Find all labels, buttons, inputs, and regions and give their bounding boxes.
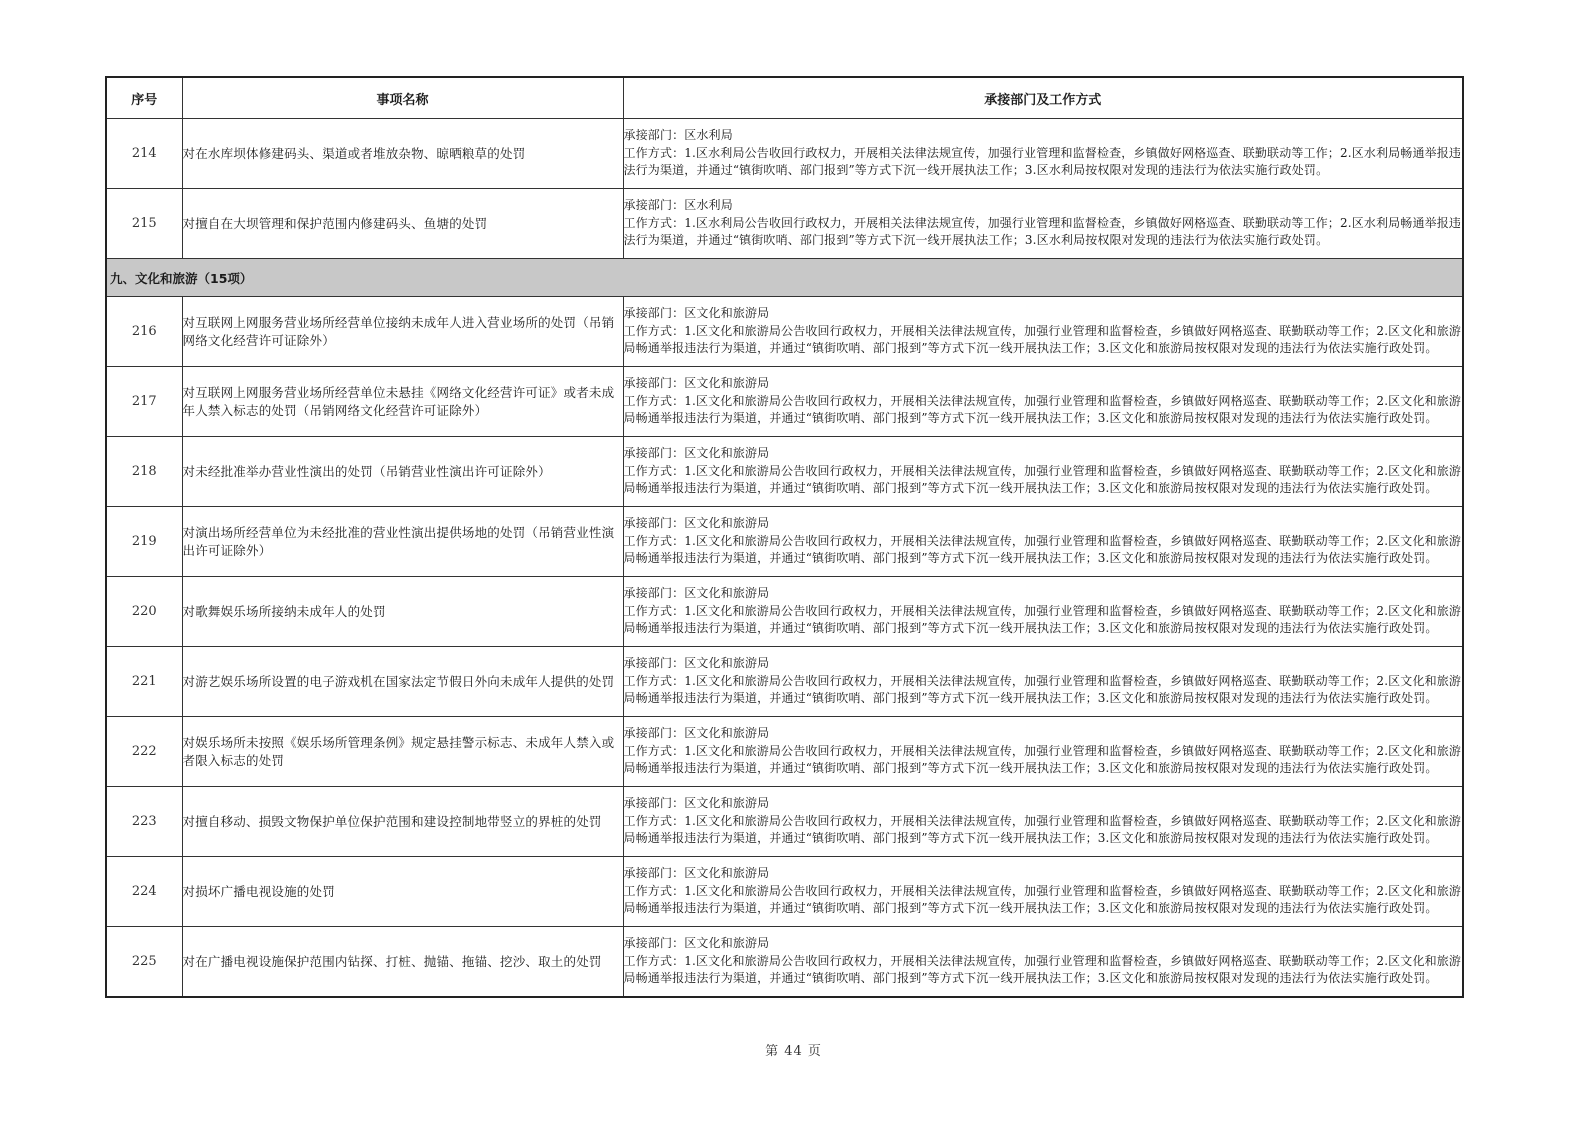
row-department: 承接部门：区文化和旅游局 (623, 446, 770, 461)
row-department: 承接部门：区文化和旅游局 (623, 936, 770, 951)
row-matter-name: 对互联网上网服务营业场所经营单位接纳未成年人进入营业场所的处罚（吊销网络文化经营许可证除外） (182, 297, 623, 367)
table-row (106, 857, 1463, 927)
row-department-method (623, 577, 1463, 647)
row-department: 承接部门：区文化和旅游局 (623, 726, 770, 741)
row-work-method: 工作方式：1.区文化和旅游局公告收回行政权力，开展相关法律法规宣传，加强行业管理和监督检查，乡镇做好网格巡查、联勤联动等工作；2.区文化和旅游局畅通举报违法行为渠道，并通过“镇街吹哨、部门报到”等方式下沉一线开展执法工作；3.区文化和旅游局按权限对发现的违法行为依法实施行政处罚。 (623, 603, 1462, 636)
row-work-method: 工作方式：1.区文化和旅游局公告收回行政权力，开展相关法律法规宣传，加强行业管理和监督检查，乡镇做好网格巡查、联勤联动等工作；2.区文化和旅游局畅通举报违法行为渠道，并通过“镇街吹哨、部门报到”等方式下沉一线开展执法工作；3.区文化和旅游局按权限对发现的违法行为依法实施行政处罚。 (623, 463, 1462, 496)
row-department-method (623, 927, 1463, 998)
row-work-method: 工作方式：1.区文化和旅游局公告收回行政权力，开展相关法律法规宣传，加强行业管理和监督检查，乡镇做好网格巡查、联勤联动等工作；2.区文化和旅游局畅通举报违法行为渠道，并通过“镇街吹哨、部门报到”等方式下沉一线开展执法工作；3.区文化和旅游局按权限对发现的违法行为依法实施行政处罚。 (623, 953, 1462, 986)
table-row (106, 647, 1463, 717)
row-work-method: 工作方式：1.区文化和旅游局公告收回行政权力，开展相关法律法规宣传，加强行业管理和监督检查，乡镇做好网格巡查、联勤联动等工作；2.区文化和旅游局畅通举报违法行为渠道，并通过“镇街吹哨、部门报到”等方式下沉一线开展执法工作；3.区文化和旅游局按权限对发现的违法行为依法实施行政处罚。 (623, 393, 1462, 426)
table-row (106, 927, 1463, 998)
row-department-method (623, 647, 1463, 717)
table-row (106, 577, 1463, 647)
row-matter-name: 对游艺娱乐场所设置的电子游戏机在国家法定节假日外向未成年人提供的处罚 (182, 647, 623, 717)
row-department-method (623, 297, 1463, 367)
row-department: 承接部门：区文化和旅游局 (623, 866, 770, 881)
header-department-method: 承接部门及工作方式 (623, 77, 1463, 119)
row-work-method: 工作方式：1.区文化和旅游局公告收回行政权力，开展相关法律法规宣传，加强行业管理和监督检查，乡镇做好网格巡查、联勤联动等工作；2.区文化和旅游局畅通举报违法行为渠道，并通过“镇街吹哨、部门报到”等方式下沉一线开展执法工作；3.区文化和旅游局按权限对发现的违法行为依法实施行政处罚。 (623, 323, 1462, 356)
row-matter-name: 对在广播电视设施保护范围内钻探、打桩、抛锚、拖锚、挖沙、取土的处罚 (182, 927, 623, 998)
header-matter-name: 事项名称 (182, 77, 623, 119)
row-department-method (623, 857, 1463, 927)
row-department-method (623, 367, 1463, 437)
row-matter-name: 对演出场所经营单位为未经批准的营业性演出提供场地的处罚（吊销营业性演出许可证除外） (182, 507, 623, 577)
row-matter-name: 对互联网上网服务营业场所经营单位未悬挂《网络文化经营许可证》或者未成年人禁入标志的处罚（吊销网络文化经营许可证除外） (182, 367, 623, 437)
row-serial-number: 220 (106, 577, 182, 647)
row-serial-number: 215 (106, 189, 182, 259)
table-row (106, 367, 1463, 437)
header-serial-number: 序号 (106, 77, 182, 119)
row-department-method (623, 119, 1463, 189)
row-department-method (623, 189, 1463, 259)
table-row (106, 119, 1463, 189)
row-matter-name: 对歌舞娱乐场所接纳未成年人的处罚 (182, 577, 623, 647)
row-work-method: 工作方式：1.区文化和旅游局公告收回行政权力，开展相关法律法规宣传，加强行业管理和监督检查，乡镇做好网格巡查、联勤联动等工作；2.区文化和旅游局畅通举报违法行为渠道，并通过“镇街吹哨、部门报到”等方式下沉一线开展执法工作；3.区文化和旅游局按权限对发现的违法行为依法实施行政处罚。 (623, 673, 1462, 706)
row-matter-name: 对未经批准举办营业性演出的处罚（吊销营业性演出许可证除外） (182, 437, 623, 507)
row-matter-name: 对娱乐场所未按照《娱乐场所管理条例》规定悬挂警示标志、未成年人禁入或者限入标志的处罚 (182, 717, 623, 787)
row-matter-name: 对损坏广播电视设施的处罚 (182, 857, 623, 927)
row-serial-number: 225 (106, 927, 182, 998)
row-serial-number: 223 (106, 787, 182, 857)
row-serial-number: 221 (106, 647, 182, 717)
row-department: 承接部门：区文化和旅游局 (623, 796, 770, 811)
row-work-method: 工作方式：1.区文化和旅游局公告收回行政权力，开展相关法律法规宣传，加强行业管理和监督检查，乡镇做好网格巡查、联勤联动等工作；2.区文化和旅游局畅通举报违法行为渠道，并通过“镇街吹哨、部门报到”等方式下沉一线开展执法工作；3.区文化和旅游局按权限对发现的违法行为依法实施行政处罚。 (623, 743, 1462, 776)
row-department-method (623, 437, 1463, 507)
row-serial-number: 219 (106, 507, 182, 577)
table-row (106, 507, 1463, 577)
table-header-row (106, 77, 1463, 119)
row-department: 承接部门：区文化和旅游局 (623, 306, 770, 321)
row-work-method: 工作方式：1.区水利局公告收回行政权力，开展相关法律法规宣传，加强行业管理和监督检查，乡镇做好网格巡查、联勤联动等工作；2.区水利局畅通举报违法行为渠道，并通过“镇街吹哨、部门报到”等方式下沉一线开展执法工作；3.区水利局按权限对发现的违法行为依法实施行政处罚。 (623, 145, 1462, 178)
table-row (106, 437, 1463, 507)
row-serial-number: 222 (106, 717, 182, 787)
row-work-method: 工作方式：1.区文化和旅游局公告收回行政权力，开展相关法律法规宣传，加强行业管理和监督检查，乡镇做好网格巡查、联勤联动等工作；2.区文化和旅游局畅通举报违法行为渠道，并通过“镇街吹哨、部门报到”等方式下沉一线开展执法工作；3.区文化和旅游局按权限对发现的违法行为依法实施行政处罚。 (623, 883, 1462, 916)
row-department-method (623, 787, 1463, 857)
row-serial-number: 224 (106, 857, 182, 927)
row-matter-name: 对擅自移动、损毁文物保护单位保护范围和建设控制地带竖立的界桩的处罚 (182, 787, 623, 857)
row-department-method (623, 717, 1463, 787)
matters-table (105, 76, 1464, 998)
table-row (106, 787, 1463, 857)
row-department: 承接部门：区文化和旅游局 (623, 586, 770, 601)
table-row (106, 297, 1463, 367)
row-matter-name: 对擅自在大坝管理和保护范围内修建码头、鱼塘的处罚 (182, 189, 623, 259)
row-department: 承接部门：区文化和旅游局 (623, 516, 770, 531)
row-work-method: 工作方式：1.区文化和旅游局公告收回行政权力，开展相关法律法规宣传，加强行业管理和监督检查，乡镇做好网格巡查、联勤联动等工作；2.区文化和旅游局畅通举报违法行为渠道，并通过“镇街吹哨、部门报到”等方式下沉一线开展执法工作；3.区文化和旅游局按权限对发现的违法行为依法实施行政处罚。 (623, 813, 1462, 846)
row-serial-number: 216 (106, 297, 182, 367)
row-department: 承接部门：区水利局 (623, 198, 733, 213)
row-work-method: 工作方式：1.区文化和旅游局公告收回行政权力，开展相关法律法规宣传，加强行业管理和监督检查，乡镇做好网格巡查、联勤联动等工作；2.区文化和旅游局畅通举报违法行为渠道，并通过“镇街吹哨、部门报到”等方式下沉一线开展执法工作；3.区文化和旅游局按权限对发现的违法行为依法实施行政处罚。 (623, 533, 1462, 566)
row-department: 承接部门：区文化和旅游局 (623, 656, 770, 671)
table-row (106, 717, 1463, 787)
page-number: 第 44 页 (765, 1044, 822, 1059)
row-serial-number: 218 (106, 437, 182, 507)
row-serial-number: 214 (106, 119, 182, 189)
row-matter-name: 对在水库坝体修建码头、渠道或者堆放杂物、晾晒粮草的处罚 (182, 119, 623, 189)
row-department-method (623, 507, 1463, 577)
row-department: 承接部门：区文化和旅游局 (623, 376, 770, 391)
table-row (106, 189, 1463, 259)
section-header-row (106, 259, 1463, 297)
row-work-method: 工作方式：1.区水利局公告收回行政权力，开展相关法律法规宣传，加强行业管理和监督检查，乡镇做好网格巡查、联勤联动等工作；2.区水利局畅通举报违法行为渠道，并通过“镇街吹哨、部门报到”等方式下沉一线开展执法工作；3.区水利局按权限对发现的违法行为依法实施行政处罚。 (623, 215, 1462, 248)
row-department: 承接部门：区水利局 (623, 128, 733, 143)
section-title: 九、文化和旅游（15项） (106, 259, 1463, 297)
row-serial-number: 217 (106, 367, 182, 437)
